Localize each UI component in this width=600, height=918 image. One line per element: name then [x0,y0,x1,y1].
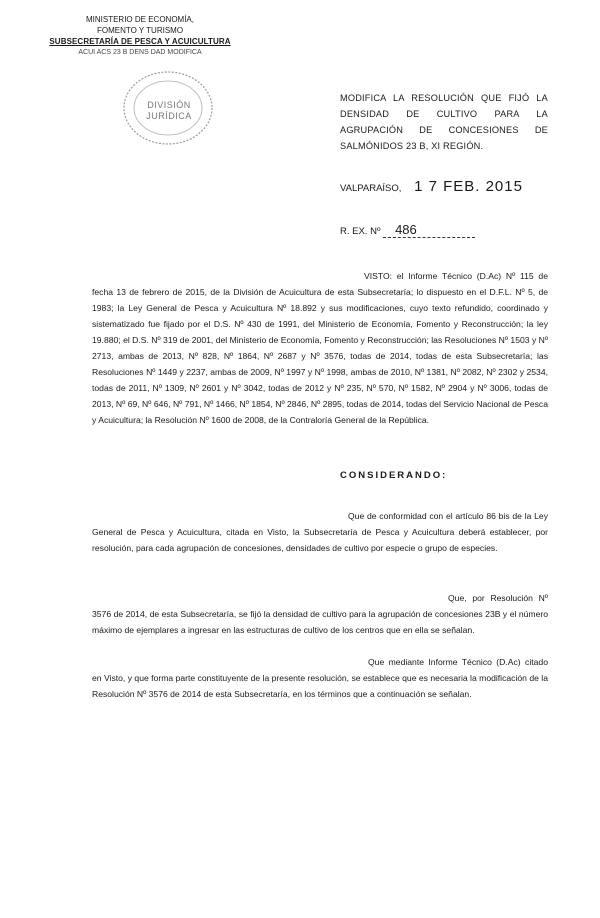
seal-text [130,100,208,122]
ministry-line-2: FOMENTO Y TURISMO [96,26,184,35]
subsecretaria-name: SUBSECRETARÍA DE PESCA Y ACUICULTURA [49,37,231,46]
date-line [340,178,523,195]
resolution-number-line [340,222,475,238]
seal-line-2: JURÍDICA [146,111,192,121]
resolution-number: 486 [383,222,475,238]
city-label: VALPARAÍSO, [340,183,402,194]
considerando-paragraph-1: Que de conformidad con el artículo 86 bis de la Ley General de Pesca y Acuicultura, citada en Visto, la Subsecretaría de Pesca y Acuicultura deberá establecer, por resolución, para cada agrupación de concesiones, densidades de cultivo por especie o grupo de especies. [92,511,548,553]
ministry-line-1: MINISTERIO DE ECONOMÍA, [85,15,194,24]
reference-code: ACUI ACS 23 B DENS DAD MODIFICA [78,49,202,56]
considerando-paragraph-2: Que, por Resolución Nº 3576 de 2014, de esta Subsecretaría, se fijó la densidad de cultivo para la agrupación de concesiones 23B y el número máximo de ejemplares a ingresar en las estructuras de cultivo de los centros que en ella se señalan. [92,593,548,635]
letterhead [40,14,240,58]
considerando-paragraph-3: Que mediante Informe Técnico (D.Ac) citado en Visto, y que forma parte constituyente de la presente resolución, se establece que es necesaria la modificación de la Resolución Nº 3576 de 2014 de esta Subsecretaría, en los términos que a continuación se señalan. [92,657,548,699]
resolution-label: R. EX. Nº [340,226,381,237]
resolution-subject: MODIFICA LA RESOLUCIÓN QUE FIJÓ LA DENSIDAD DE CULTIVO PARA LA AGRUPACIÓN DE CONCESIONES DE SALMÓNIDOS 23 B, XI REGIÓN. [340,93,548,151]
considerando-heading: CONSIDERANDO: [340,470,448,481]
visto-paragraph: VISTO: el Informe Técnico (D.Ac) Nº 115 de fecha 13 de febrero de 2015, de la División de Acuicultura de esta Subsecretaría; lo dispuesto en el D.F.L. Nº 5, de 1983; la Ley General de Pesca y Acuicultura Nº 18.892 y sus modificaciones, cuyo texto refundido, coordinado y sistematizado fue fijado por el D.S. Nº 430 de 1991, del Ministerio de Economía, Fomento y Reconstrucción; la ley 19.880; el D.S. Nº 319 de 2001, del Ministerio de Economía, Fomento y Reconstrucción; las Resoluciones Nº 1503 y Nº 2713, ambas de 2013, Nº 828, Nº 1864, Nº 2687 y Nº 3576, todas de 2014, todas de esta Subsecretaría; las Resoluciones Nº 1449 y 2237, ambas de 2009, Nº 1997 y Nº 1998, ambas de 2010, Nº 1381, Nº 2082, Nº 2302 y 2534, todas de 2011, Nº 1309, Nº 2601 y Nº 3042, todas de 2012 y Nº 235, Nº 570, Nº 1582, Nº 2904 y Nº 3006, todas de 2013, Nº 69, Nº 646, Nº 791, Nº 1466, Nº 1854, Nº 2846, Nº 2895, todas de 2014, todas del Servicio Nacional de Pesca y Acuicultura; la Resolución Nº 1600 de 2008, de la Contraloría General de la República. [92,271,548,425]
seal-line-1: DIVISIÓN [147,100,191,110]
date-stamp: 1 7 FEB. 2015 [414,178,523,195]
